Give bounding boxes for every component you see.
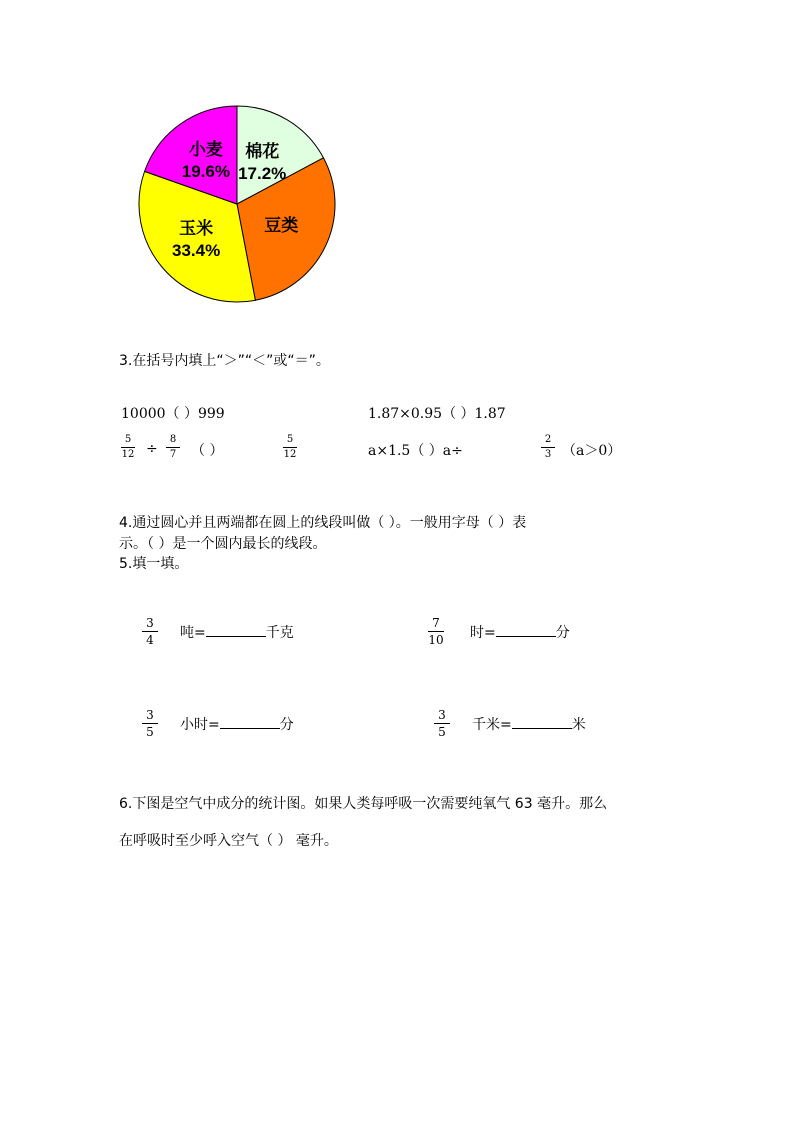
unit-label-2: 分 (555, 625, 570, 641)
answer-blank[interactable] (206, 624, 266, 637)
q3-compare-2: 1.87×0.95（ ）1.87 (368, 406, 506, 422)
q4-line-2: 示。（ ）是一个圆内最长的线段。 (119, 536, 327, 552)
pie-value-label-2: 33.4% (172, 241, 221, 261)
numerator: 3 (438, 708, 446, 722)
denominator: 7 (169, 449, 177, 460)
q5-item-4 (472, 714, 586, 734)
fraction-bar (541, 447, 555, 448)
pie-label-2: 玉米 (179, 219, 214, 239)
fraction-bar (142, 631, 158, 632)
numerator: 8 (169, 434, 177, 445)
q5-item-3 (180, 714, 294, 734)
numerator: 2 (544, 434, 552, 445)
numerator: 3 (146, 616, 154, 630)
q3-condition: （a＞0） (562, 443, 622, 459)
q6-line-2: 在呼吸时至少呼入空气（ ） 毫升。 (119, 833, 338, 849)
q3-fraction-8-7 (166, 435, 180, 460)
q5-title: 5.填一填。 (119, 556, 189, 572)
q3-title: 3.在括号内填上“＞”“＜”或“＝”。 (119, 353, 330, 369)
unit-label-2: 千克 (265, 625, 294, 641)
q5-fraction-7-10 (428, 617, 444, 646)
denominator: 5 (146, 725, 154, 739)
q5-item-1 (180, 622, 294, 642)
unit-label-2: 米 (571, 717, 586, 733)
q6-line-1: 6.下图是空气中成分的统计图。如果人类每呼吸一次需要纯氧气 63 毫升。那么 (119, 796, 608, 812)
q5-fraction-3-5-a (142, 709, 158, 738)
unit-label-2: 分 (279, 717, 294, 733)
numerator: 3 (146, 708, 154, 722)
answer-blank[interactable] (512, 716, 572, 729)
numerator: 5 (286, 434, 294, 445)
q3-compare-1: 10000（ ）999 (121, 406, 225, 422)
answer-blank[interactable] (220, 716, 280, 729)
pie-value-label-3: 19.6% (181, 161, 230, 181)
fraction-bar (166, 447, 180, 448)
divide-sign: ÷ (146, 441, 158, 457)
q3-fraction-5-12-b (283, 435, 297, 460)
unit-label: 小时= (180, 717, 220, 733)
numerator: 7 (432, 616, 440, 630)
q3-fraction-5-12-a (121, 435, 135, 460)
numerator: 5 (124, 434, 132, 445)
unit-label: 千米= (472, 717, 512, 733)
unit-label: 吨= (180, 625, 206, 641)
pie-value-label-0: 17.2% (238, 163, 287, 183)
pie-label-0: 棉花 (245, 141, 280, 161)
fraction-bar (434, 723, 450, 724)
fraction-bar (142, 723, 158, 724)
q3-fraction-2-3 (541, 435, 555, 460)
answer-blank[interactable] (496, 624, 556, 637)
unit-label: 时= (470, 625, 496, 641)
fraction-bar (121, 447, 135, 448)
fraction-bar (428, 631, 444, 632)
q5-fraction-3-5-b (434, 709, 450, 738)
pie-label-1: 豆类 (264, 216, 299, 236)
pie-label-3: 小麦 (188, 139, 223, 159)
q5-item-2 (470, 622, 570, 642)
denominator: 3 (544, 449, 552, 460)
denominator: 5 (438, 725, 446, 739)
q5-fraction-3-4 (142, 617, 158, 646)
fraction-bar (283, 447, 297, 448)
denominator: 12 (121, 449, 135, 460)
denominator: 12 (283, 449, 297, 460)
q3-compare-3-paren: （ ） (191, 443, 224, 459)
crop-pie-chart (136, 103, 338, 305)
q4-line-1: 4.通过圆心并且两端都在圆上的线段叫做（ ）。一般用字母（ ）表 (119, 515, 527, 531)
denominator: 10 (428, 633, 444, 647)
denominator: 4 (146, 633, 154, 647)
q3-compare-4: a×1.5（ ）a÷ (368, 443, 463, 459)
